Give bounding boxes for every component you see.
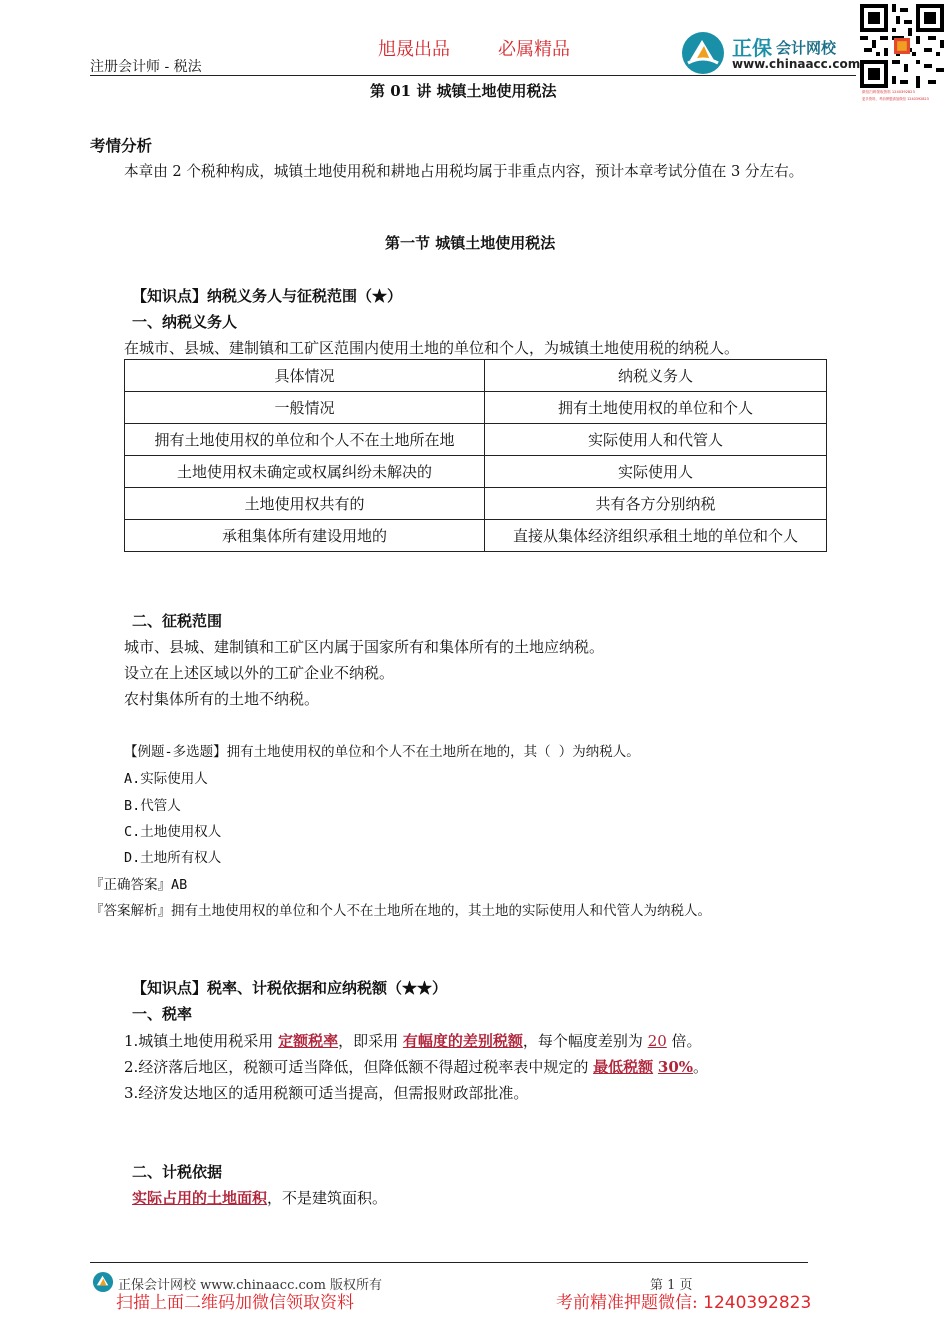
footer-divider	[90, 1262, 808, 1263]
footer-promo-left: 扫描上面二维码加微信领取资料	[116, 1293, 354, 1313]
kp1-intro: 在城市、县城、建制镇和工矿区范围内使用土地的单位和个人，为城镇土地使用税的纳税人。	[124, 339, 740, 357]
scope-line: 设立在上述区域以外的工矿企业不纳税。	[124, 664, 395, 682]
lecture-title: 第 01 讲 城镇土地使用税法	[370, 82, 557, 100]
highlight-fixed-rate: 定额税率	[278, 1032, 339, 1050]
table-cell: 土地使用权共有的	[125, 488, 485, 520]
table-row	[125, 488, 827, 520]
rate-line-1	[124, 1030, 702, 1051]
kp2-sub1: 一、税率	[132, 1005, 193, 1023]
qr-caption-1: 微信扫码领取资料 1240392823	[862, 90, 915, 94]
basis-text: ，不是建筑面积。	[267, 1189, 388, 1207]
table-row	[125, 424, 827, 456]
analysis-text: 本章由 2 个税种构成，城镇土地使用税和耕地占用税均属于非重点内容，预计本章考试分值在 3 分左右。	[124, 163, 804, 180]
promo-wechat-number: 1240392823	[703, 1293, 812, 1313]
highlight-twenty-times: 20	[647, 1032, 667, 1050]
basis-line	[132, 1187, 387, 1208]
rate-line-1-text: 倍。	[666, 1032, 702, 1050]
logo-name: 正保	[732, 36, 772, 60]
example-option: A.实际使用人	[124, 771, 208, 787]
table-cell: 土地使用权未确定或权属纠纷未解决的	[125, 456, 485, 488]
logo-emblem-icon	[680, 30, 726, 76]
kp2-title: 【知识点】税率、计税依据和应纳税额（★★）	[132, 979, 448, 997]
highlight-range-tax: 有幅度的差别税额	[402, 1032, 523, 1050]
table-header-row	[125, 360, 827, 392]
logo-subname: 会计网校	[776, 39, 837, 57]
table-cell: 实际使用人	[485, 456, 827, 488]
rate-line-2-text: 。	[693, 1058, 709, 1076]
rate-line-2	[124, 1056, 708, 1077]
rate-line-1-text: 1.城镇土地使用税采用	[124, 1032, 279, 1050]
qr-caption-2: 更多资料，考前押题请加微信 1240392823	[862, 97, 929, 101]
table-header-cell: 纳税义务人	[485, 360, 827, 392]
example-question: 【例题-多选题】拥有土地使用权的单位和个人不在土地所在地的，其（ ）为纳税人。	[124, 744, 640, 760]
kp1-sub1: 一、纳税义务人	[132, 313, 238, 331]
example-answer: 『正确答案』AB	[90, 877, 188, 893]
table-cell: 共有各方分别纳税	[485, 488, 827, 520]
brand-slogan-2: 必属精品	[498, 39, 570, 60]
table-cell: 拥有土地使用权的单位和个人	[485, 392, 827, 424]
scope-line: 农村集体所有的土地不纳税。	[124, 690, 320, 708]
table-cell: 一般情况	[125, 392, 485, 424]
logo-url: www.chinaacc.com	[732, 57, 861, 71]
chinaacc-logo[interactable]	[680, 30, 861, 76]
wechat-qr-code-icon[interactable]	[860, 4, 944, 88]
kp2-sub2: 二、计税依据	[132, 1163, 223, 1181]
rate-line-3: 3.经济发达地区的适用税额可适当提高，但需报财政部批准。	[124, 1084, 529, 1102]
example-analysis: 『答案解析』拥有土地使用权的单位和个人不在土地所在地的，其土地的实际使用人和代管人为纳税人。	[90, 903, 711, 919]
kp1-sub2: 二、征税范围	[132, 612, 223, 630]
footer-copyright: 正保会计网校 www.chinaacc.com 版权所有	[118, 1278, 383, 1293]
example-option: C.土地使用权人	[124, 824, 222, 840]
table-cell: 直接从集体经济组织承租土地的单位和个人	[485, 520, 827, 552]
taxpayer-table	[124, 359, 827, 552]
rate-line-2-text: 2.经济落后地区，税额可适当降低，但降低额不得超过税率表中规定的	[124, 1058, 594, 1076]
header-subject: 注册会计师 - 税法	[90, 59, 202, 75]
analysis-heading: 考情分析	[90, 136, 153, 155]
highlight-min-tax: 最低税额	[593, 1058, 654, 1076]
kp1-title: 【知识点】纳税义务人与征税范围（★）	[132, 287, 403, 305]
table-cell: 实际使用人和代管人	[485, 424, 827, 456]
header-divider	[90, 75, 856, 76]
footer-logo-icon	[92, 1271, 114, 1293]
rate-line-1-text: ，即采用	[338, 1032, 403, 1050]
table-row	[125, 392, 827, 424]
highlight-30-percent: 30%	[657, 1058, 694, 1076]
scope-line: 城市、县城、建制镇和工矿区内属于国家所有和集体所有的土地应纳税。	[124, 638, 605, 656]
section-title: 第一节 城镇土地使用税法	[385, 234, 556, 252]
table-cell: 拥有土地使用权的单位和个人不在土地所在地	[125, 424, 485, 456]
table-header-cell: 具体情况	[125, 360, 485, 392]
footer-page-number: 第 1 页	[650, 1278, 693, 1293]
table-row	[125, 456, 827, 488]
footer-promo-right	[556, 1288, 811, 1313]
table-row	[125, 520, 827, 552]
highlight-land-area: 实际占用的土地面积	[132, 1189, 268, 1207]
promo-label: 考前精准押题微信:	[556, 1293, 704, 1313]
rate-line-1-text: ，每个幅度差别为	[522, 1032, 648, 1050]
example-option: D.土地所有权人	[124, 850, 222, 866]
brand-slogan-1: 旭晟出品	[378, 39, 450, 60]
example-option: B.代管人	[124, 798, 181, 814]
table-cell: 承租集体所有建设用地的	[125, 520, 485, 552]
